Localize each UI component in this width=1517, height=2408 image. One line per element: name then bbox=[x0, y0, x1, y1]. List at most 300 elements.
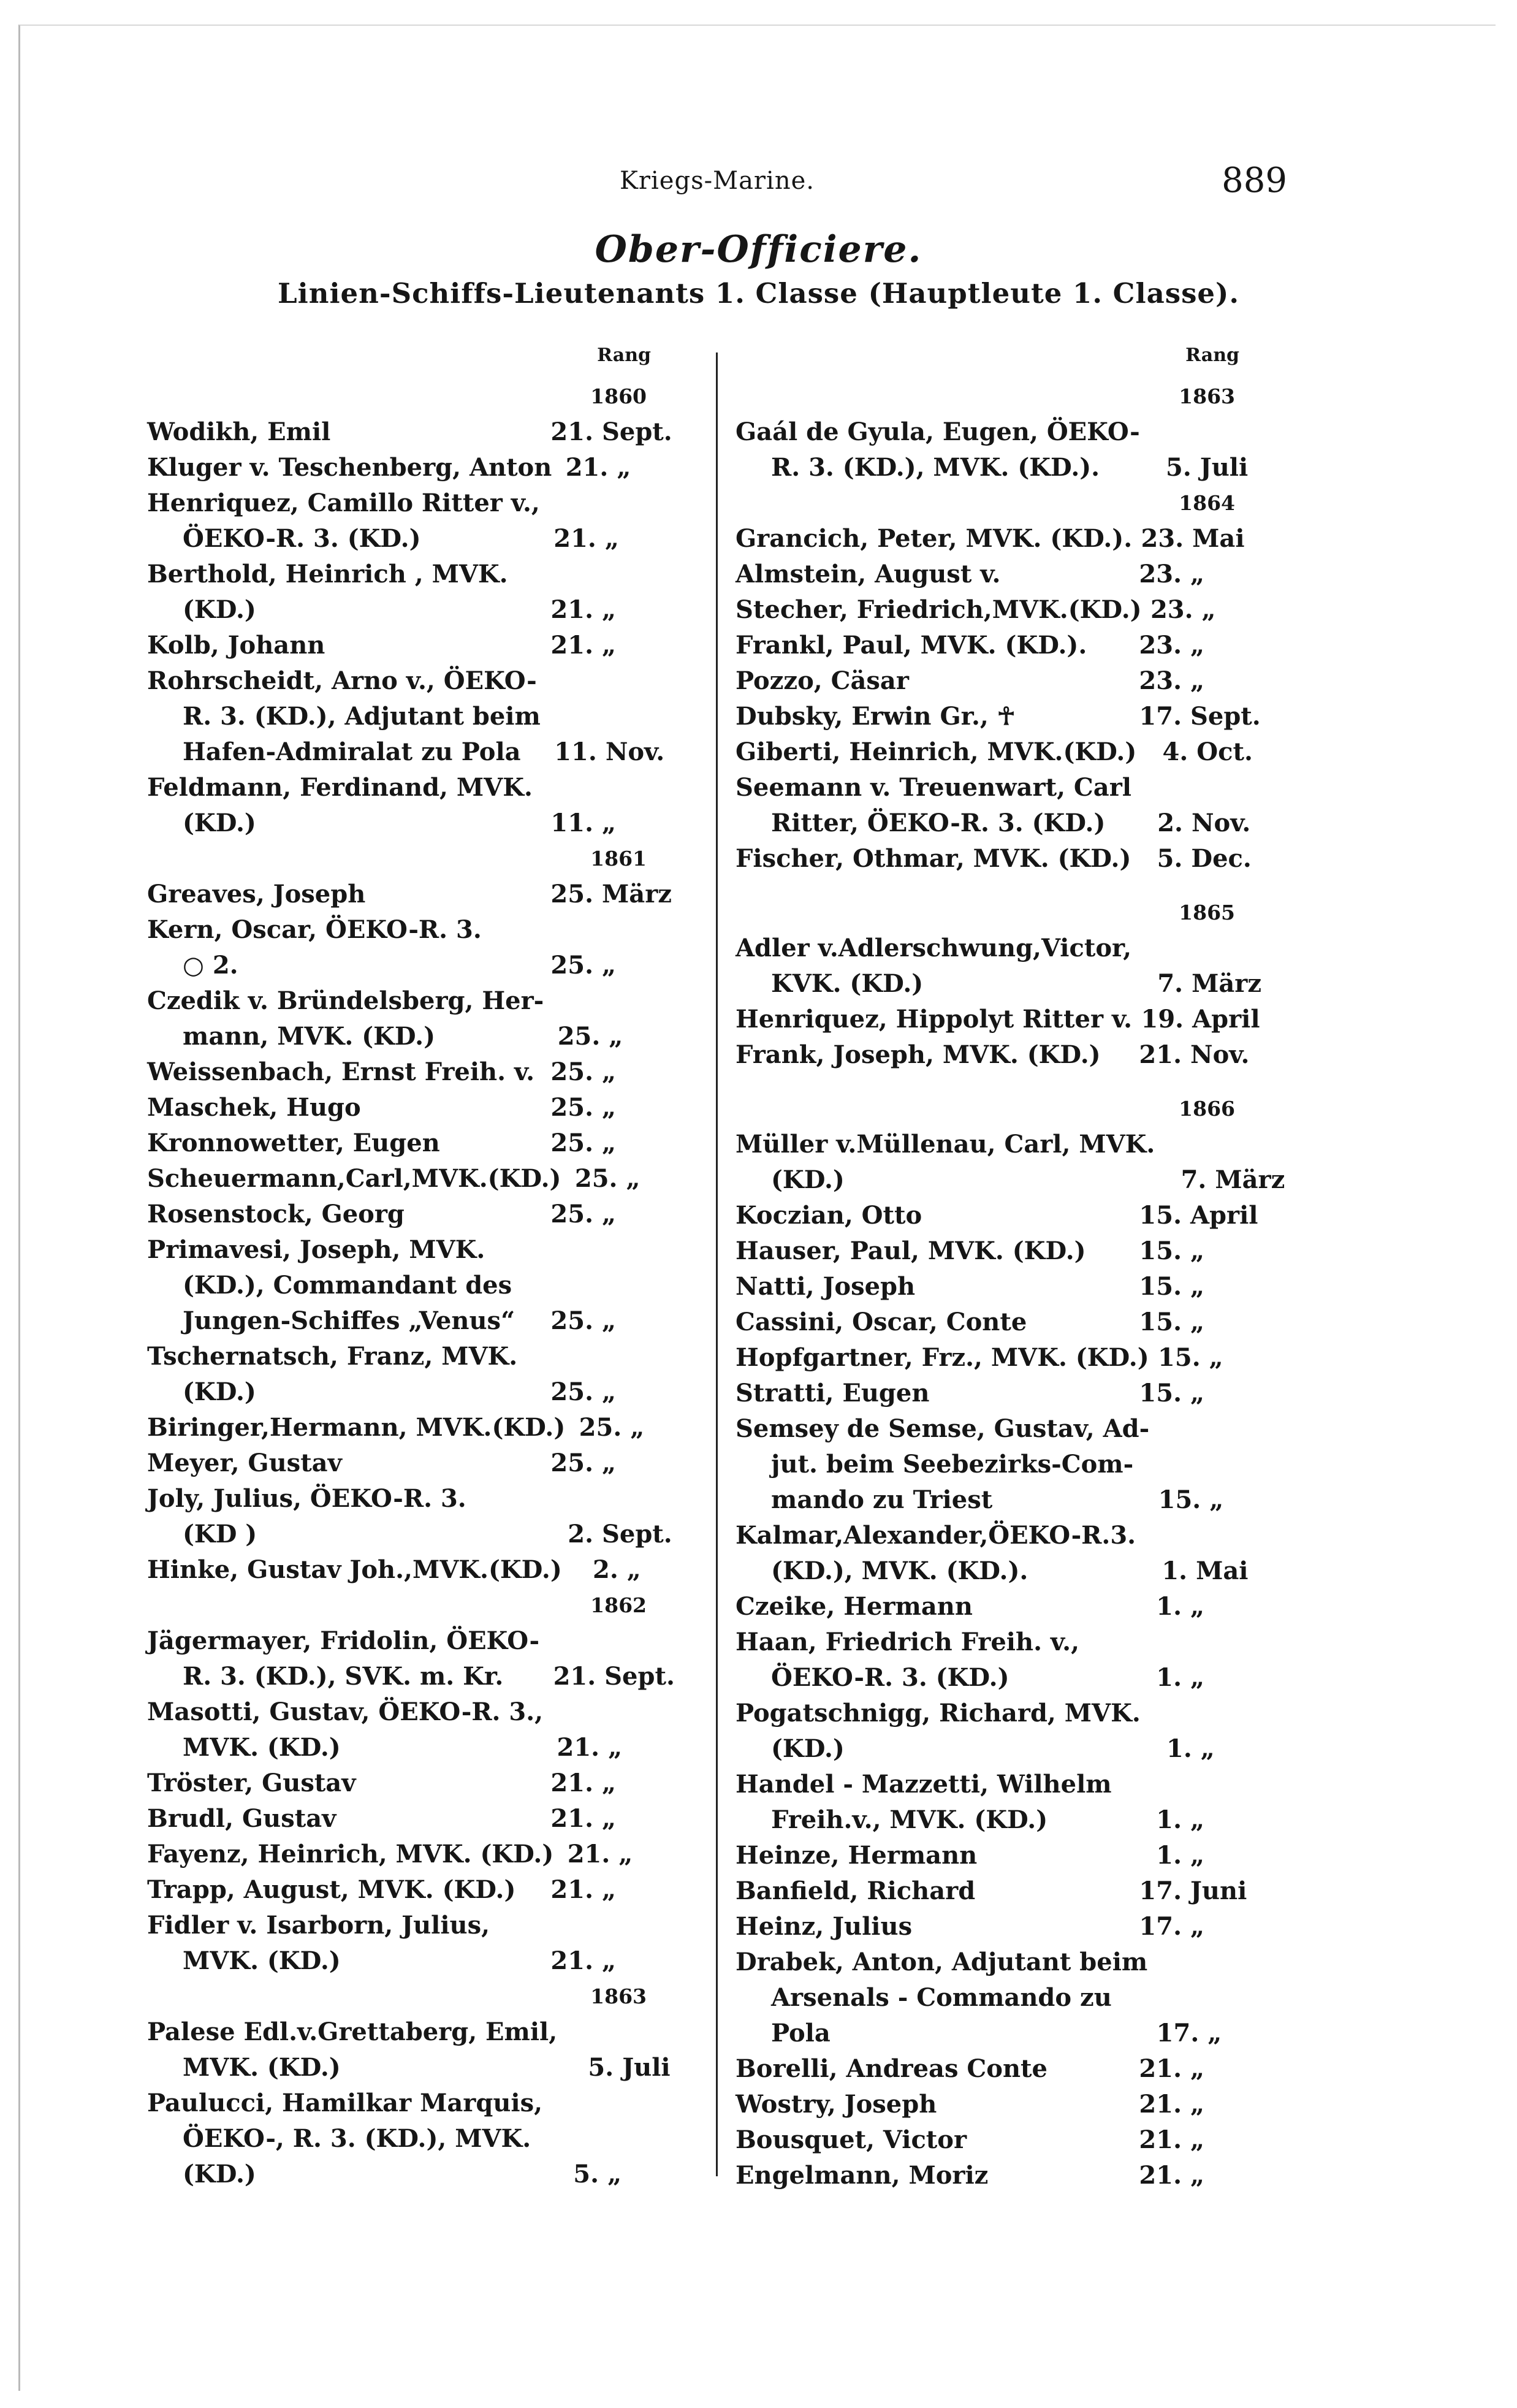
rank-day: 21. bbox=[550, 631, 593, 660]
officer-name bbox=[147, 1126, 537, 1161]
rank-month: „ bbox=[1207, 2019, 1222, 2048]
rank-month: „ bbox=[1190, 631, 1205, 660]
rank-month: „ bbox=[630, 1413, 645, 1442]
name-line: Feldmann, Ferdinand, MVK. bbox=[147, 773, 533, 802]
rank-month: Sept. bbox=[602, 1520, 672, 1549]
officer-name bbox=[736, 1411, 1149, 1518]
officer-entry bbox=[736, 1838, 1269, 1873]
officer-entry bbox=[736, 1376, 1269, 1411]
rank-day: 2. bbox=[568, 1520, 593, 1549]
name-line: Greaves, Joseph bbox=[147, 880, 366, 909]
rank-month: „ bbox=[609, 1022, 623, 1051]
rank-month: „ bbox=[626, 1555, 641, 1584]
officer-name bbox=[736, 734, 1136, 770]
officer-name bbox=[736, 557, 1130, 592]
officer-entry bbox=[736, 1625, 1269, 1696]
rank-day: 21. bbox=[1139, 2054, 1182, 2083]
name-line: Weissenbach, Ernst Freih. v. bbox=[147, 1057, 535, 1086]
officer-entry bbox=[736, 1696, 1269, 1767]
year-heading: 1860 bbox=[590, 384, 647, 408]
rank-month: „ bbox=[1190, 1912, 1205, 1941]
officer-entry bbox=[147, 663, 680, 770]
rank-date bbox=[1130, 2051, 1269, 2087]
rank-day: 7. bbox=[1157, 969, 1184, 998]
officer-name bbox=[147, 663, 541, 770]
officer-entry bbox=[736, 1873, 1269, 1909]
officer-name bbox=[736, 1589, 1130, 1625]
rank-date bbox=[1130, 1198, 1269, 1233]
officer-name bbox=[147, 1766, 537, 1801]
name-line: Rohrscheidt, Arno v., ÖEKO- bbox=[147, 666, 537, 695]
officer-name bbox=[736, 1376, 1130, 1411]
officer-entry bbox=[736, 663, 1269, 699]
section-title: Ober-Officiere. bbox=[595, 228, 922, 271]
officer-entry bbox=[736, 1518, 1269, 1589]
officer-name bbox=[736, 841, 1131, 877]
rank-day: 21. bbox=[550, 1804, 593, 1833]
name-line: Tschernatsch, Franz, MVK. bbox=[147, 1342, 518, 1371]
name-continuation-line: Arsenals - Commando zu bbox=[771, 1983, 1112, 2012]
name-line: Czedik v. Bründelsberg, Her- bbox=[147, 986, 544, 1015]
name-line: Joly, Julius, ÖEKO-R. 3. bbox=[147, 1484, 466, 1513]
officer-entry bbox=[147, 1694, 680, 1766]
officer-entry bbox=[147, 1126, 680, 1161]
officer-name bbox=[147, 1197, 537, 1232]
officer-entry bbox=[736, 592, 1269, 628]
name-continuation-line: R. 3. (KD.), SVK. m. Kr. bbox=[183, 1662, 504, 1691]
rank-day: 25. bbox=[550, 1057, 593, 1086]
officer-name bbox=[147, 1801, 537, 1837]
officer-name bbox=[736, 699, 1130, 734]
rank-month: „ bbox=[602, 1057, 617, 1086]
rank-date bbox=[537, 1374, 680, 1410]
rank-day: 21. bbox=[553, 524, 596, 553]
officer-entry bbox=[147, 2014, 680, 2086]
officer-entry bbox=[736, 1127, 1285, 1198]
name-continuation-line: Hafen-Admiralat zu Pola bbox=[183, 737, 521, 766]
officer-entry bbox=[147, 486, 680, 557]
officer-name bbox=[736, 1305, 1130, 1340]
name-line: Kern, Oscar, ÖEKO-R. 3. bbox=[147, 915, 482, 944]
rank-date bbox=[542, 2157, 686, 2192]
officer-entry bbox=[736, 557, 1269, 592]
rank-month: April bbox=[1190, 1201, 1258, 1230]
rank-month: „ bbox=[607, 2160, 622, 2189]
name-continuation-line: ÖEKO-R. 3. (KD.) bbox=[771, 1663, 1009, 1692]
rank-month: Mai bbox=[1192, 524, 1245, 553]
rank-month: „ bbox=[1190, 2161, 1205, 2190]
officer-entry bbox=[736, 1945, 1269, 2051]
rank-month: „ bbox=[617, 453, 631, 482]
rank-day: 25. bbox=[557, 1022, 601, 1051]
rank-day: 21. bbox=[1139, 2161, 1182, 2190]
rank-month: „ bbox=[1190, 1663, 1205, 1692]
officer-entry bbox=[736, 2158, 1269, 2193]
officer-entry bbox=[736, 1198, 1269, 1233]
name-line: Pogatschnigg, Richard, MVK. bbox=[736, 1699, 1141, 1728]
right-entry-list bbox=[736, 379, 1285, 2193]
rank-month: Nov. bbox=[605, 737, 665, 766]
rank-day: 5. bbox=[1157, 844, 1183, 873]
officer-name bbox=[147, 628, 537, 663]
name-line: Hopfgartner, Frz., MVK. (KD.) bbox=[736, 1343, 1149, 1372]
officer-entry bbox=[147, 770, 680, 841]
rank-day: 21. bbox=[565, 453, 609, 482]
rank-date bbox=[1130, 699, 1269, 734]
officer-entry bbox=[736, 1340, 1269, 1376]
rank-day: 23. bbox=[1141, 524, 1184, 553]
rank-date bbox=[1132, 521, 1271, 557]
name-continuation-line: (KD.) bbox=[183, 809, 256, 837]
name-continuation-line: (KD.) bbox=[183, 1377, 256, 1406]
name-line: Rosenstock, Georg bbox=[147, 1200, 405, 1229]
officer-name bbox=[147, 1232, 537, 1339]
rank-month: April bbox=[1192, 1005, 1260, 1034]
officer-name bbox=[736, 770, 1131, 841]
rank-day: 25. bbox=[579, 1413, 622, 1442]
rank-date bbox=[537, 1872, 680, 1908]
officer-name bbox=[736, 2087, 1130, 2122]
officer-entry bbox=[147, 1410, 680, 1446]
name-line: Paulucci, Hamilkar Marquis, bbox=[147, 2089, 543, 2117]
name-line: Kolb, Johann bbox=[147, 631, 325, 660]
right-column-header bbox=[736, 343, 1269, 379]
rank-month: „ bbox=[1201, 595, 1216, 624]
officer-name bbox=[147, 2086, 542, 2192]
officer-entry bbox=[736, 1233, 1269, 1269]
rank-month: März bbox=[1192, 969, 1262, 998]
officer-name bbox=[736, 1340, 1149, 1376]
rank-label: Rang bbox=[1185, 345, 1239, 366]
officer-name bbox=[147, 414, 537, 450]
rank-month: Juli bbox=[1200, 453, 1249, 482]
name-continuation-line: (KD.), MVK. (KD.). bbox=[771, 1556, 1028, 1585]
rank-day: 17. bbox=[1156, 2019, 1200, 2048]
officer-entry bbox=[736, 1589, 1269, 1625]
name-continuation-line: (KD.) bbox=[771, 1734, 845, 1763]
name-line: Drabek, Anton, Adjutant beim bbox=[736, 1948, 1148, 1976]
rank-day: 15. bbox=[1158, 1485, 1201, 1514]
year-heading: 1865 bbox=[1179, 901, 1235, 924]
rank-date bbox=[1130, 628, 1269, 663]
year-heading: 1862 bbox=[590, 1593, 647, 1617]
name-line: Henriquez, Camillo Ritter v., bbox=[147, 489, 540, 517]
officer-entry bbox=[147, 1339, 680, 1410]
rank-date bbox=[552, 450, 695, 486]
rank-day: 7. bbox=[1181, 1165, 1207, 1194]
name-line: Kronnowetter, Eugen bbox=[147, 1129, 440, 1157]
name-line: Trapp, August, MVK. (KD.) bbox=[147, 1875, 516, 1904]
left-entry-list bbox=[147, 379, 680, 2192]
column-divider bbox=[716, 352, 718, 2176]
officer-name bbox=[736, 1909, 1130, 1945]
name-line: Cassini, Oscar, Conte bbox=[736, 1308, 1027, 1336]
name-line: Adler v.Adlerschwung,Victor, bbox=[736, 934, 1132, 962]
officer-name bbox=[147, 1054, 537, 1090]
name-continuation-line: (KD.), Commandant des bbox=[183, 1271, 512, 1300]
officer-entry bbox=[736, 841, 1269, 877]
officer-name bbox=[736, 1873, 1130, 1909]
name-continuation-line: MVK. (KD.) bbox=[183, 1733, 341, 1762]
rank-day: 11. bbox=[554, 737, 597, 766]
officer-name bbox=[147, 983, 544, 1054]
rank-day: 25. bbox=[550, 951, 593, 980]
officer-entry bbox=[147, 1766, 680, 1801]
name-line: Wodikh, Emil bbox=[147, 417, 331, 446]
officer-entry bbox=[736, 1305, 1269, 1340]
name-line: Hauser, Paul, MVK. (KD.) bbox=[736, 1236, 1086, 1265]
year-heading: 1863 bbox=[1179, 384, 1235, 408]
officer-name bbox=[147, 1872, 537, 1908]
officer-name bbox=[736, 628, 1130, 663]
rank-day: 21. bbox=[550, 1769, 593, 1797]
officer-entry bbox=[736, 2087, 1269, 2122]
rank-date bbox=[1130, 1589, 1269, 1625]
rank-month: „ bbox=[1190, 1236, 1205, 1265]
name-continuation-line: Ritter, ÖEKO-R. 3. (KD.) bbox=[771, 809, 1106, 837]
rank-month: Sept. bbox=[1190, 702, 1261, 731]
officer-entry bbox=[736, 628, 1269, 663]
name-line: Meyer, Gustav bbox=[147, 1449, 342, 1477]
rank-date bbox=[537, 1197, 680, 1232]
officer-name bbox=[147, 1552, 562, 1588]
rank-date bbox=[537, 1943, 680, 1979]
officer-entry bbox=[147, 1801, 680, 1837]
name-line: Heinze, Hermann bbox=[736, 1841, 978, 1870]
rank-day: 23. bbox=[1139, 631, 1182, 660]
rank-date bbox=[537, 592, 680, 628]
year-heading: 1861 bbox=[590, 847, 647, 871]
rank-month: Nov. bbox=[1191, 809, 1251, 837]
name-line: Czeike, Hermann bbox=[736, 1592, 973, 1621]
officer-name bbox=[736, 521, 1132, 557]
rank-date bbox=[1131, 966, 1270, 1002]
officer-entry bbox=[736, 1269, 1269, 1305]
officer-name bbox=[736, 1838, 1130, 1873]
rank-day: 17. bbox=[1139, 702, 1182, 731]
officer-name bbox=[736, 1767, 1130, 1838]
right-column bbox=[736, 343, 1285, 2193]
rank-day: 25. bbox=[550, 1377, 593, 1406]
rank-date bbox=[537, 1517, 680, 1552]
officer-name bbox=[736, 1269, 1130, 1305]
rank-month: „ bbox=[602, 1946, 617, 1975]
name-line: Brudl, Gustav bbox=[147, 1804, 336, 1833]
rank-day: 4. bbox=[1162, 737, 1188, 766]
rank-day: 2. bbox=[593, 1555, 618, 1584]
officer-name bbox=[736, 1518, 1136, 1589]
rank-month: Sept. bbox=[602, 417, 672, 446]
officer-name bbox=[736, 1696, 1141, 1767]
rank-day: 1. bbox=[1156, 1805, 1182, 1834]
officer-name bbox=[736, 1127, 1155, 1198]
officer-name bbox=[147, 1410, 565, 1446]
officer-name bbox=[736, 2158, 1130, 2193]
name-line: Wostry, Joseph bbox=[736, 2090, 937, 2119]
rank-date bbox=[537, 1801, 680, 1837]
name-continuation-line: Jungen-Schiffes „Venus“ bbox=[183, 1306, 515, 1335]
rank-date bbox=[537, 1303, 680, 1339]
rank-month: „ bbox=[1209, 1485, 1224, 1514]
rank-date bbox=[1130, 1037, 1269, 1073]
officer-entry bbox=[147, 1446, 680, 1481]
rank-date bbox=[1130, 557, 1269, 592]
rank-month: „ bbox=[1190, 1805, 1205, 1834]
running-title: Kriegs-Marine. bbox=[620, 167, 815, 195]
rank-date bbox=[553, 1837, 697, 1872]
officer-entry bbox=[147, 450, 680, 486]
officer-name bbox=[147, 1908, 537, 1979]
name-line: Maschek, Hugo bbox=[147, 1093, 361, 1122]
rank-month: „ bbox=[1200, 1734, 1215, 1763]
name-line: Engelmann, Moriz bbox=[736, 2161, 989, 2190]
officer-name bbox=[147, 557, 537, 628]
rank-day: 21. bbox=[550, 417, 593, 446]
officer-name bbox=[736, 1037, 1130, 1073]
officer-name bbox=[147, 1161, 561, 1197]
rank-day: 23. bbox=[1139, 560, 1182, 589]
rank-date bbox=[537, 414, 680, 450]
rank-month: „ bbox=[1190, 1841, 1205, 1870]
name-continuation-line: (KD.) bbox=[771, 1165, 845, 1194]
rank-month: „ bbox=[602, 1449, 617, 1477]
rank-month: „ bbox=[602, 1769, 617, 1797]
name-line: Seemann v. Treuenwart, Carl bbox=[736, 773, 1131, 802]
officer-entry bbox=[736, 2051, 1269, 2087]
rank-date bbox=[1130, 1305, 1269, 1340]
officer-entry bbox=[736, 2122, 1269, 2158]
officer-entry bbox=[736, 734, 1269, 770]
name-continuation-line: R. 3. (KD.), Adjutant beim bbox=[183, 702, 541, 731]
rank-day: 2. bbox=[1157, 809, 1183, 837]
rank-date bbox=[1155, 1162, 1293, 1198]
rank-date bbox=[1131, 806, 1270, 841]
name-line: Banfield, Richard bbox=[736, 1876, 976, 1905]
officer-name bbox=[736, 1625, 1130, 1696]
rank-month: „ bbox=[1209, 1343, 1223, 1372]
name-line: Müller v.Müllenau, Carl, MVK. bbox=[736, 1130, 1155, 1159]
rank-day: 25. bbox=[550, 1200, 593, 1229]
name-line: Grancich, Peter, MVK. (KD.). bbox=[736, 524, 1133, 553]
left-column-header bbox=[147, 343, 680, 379]
name-continuation-line: ÖEKO-, R. 3. (KD.), MVK. bbox=[183, 2124, 531, 2153]
name-line: Tröster, Gustav bbox=[147, 1769, 356, 1797]
rank-day: 1. bbox=[1156, 1663, 1182, 1692]
officer-name bbox=[736, 1233, 1130, 1269]
rank-day: 25. bbox=[550, 1449, 593, 1477]
rank-month: „ bbox=[602, 1306, 617, 1335]
name-continuation-line: MVK. (KD.) bbox=[183, 2053, 341, 2082]
left-column bbox=[147, 343, 680, 2192]
officer-entry bbox=[147, 877, 680, 912]
rank-date bbox=[1141, 1731, 1279, 1767]
rank-month: „ bbox=[602, 595, 617, 624]
officer-name bbox=[147, 877, 537, 912]
rank-month: „ bbox=[602, 951, 617, 980]
officer-entry bbox=[147, 1908, 680, 1979]
officer-name bbox=[736, 931, 1131, 1002]
rank-day: 21. bbox=[553, 1662, 596, 1691]
rank-date bbox=[1136, 734, 1275, 770]
rank-date bbox=[537, 628, 680, 663]
officer-entry bbox=[147, 1837, 680, 1872]
name-line: Handel - Mazzetti, Wilhelm bbox=[736, 1770, 1112, 1799]
rank-date bbox=[537, 806, 680, 841]
name-line: Stecher, Friedrich,MVK.(KD.) bbox=[736, 595, 1142, 624]
name-line: Jägermayer, Fridolin, ÖEKO- bbox=[147, 1626, 540, 1655]
officer-name bbox=[736, 592, 1142, 628]
name-line: Primavesi, Joseph, MVK. bbox=[147, 1235, 485, 1264]
rank-day: 1. bbox=[1166, 1734, 1192, 1763]
rank-date bbox=[1130, 1909, 1269, 1945]
rank-date bbox=[537, 1054, 680, 1090]
rank-day: 11. bbox=[550, 809, 593, 837]
page-number: 889 bbox=[1222, 161, 1287, 200]
name-continuation-line: mann, MVK. (KD.) bbox=[183, 1022, 435, 1051]
name-continuation-line: Pola bbox=[771, 2019, 831, 2048]
rank-day: 15. bbox=[1139, 1308, 1182, 1336]
officer-entry bbox=[736, 1002, 1269, 1037]
rank-month: „ bbox=[1190, 2090, 1205, 2119]
rank-month: Dec. bbox=[1191, 844, 1252, 873]
rank-month: „ bbox=[602, 809, 617, 837]
rank-date bbox=[562, 1552, 705, 1588]
rank-date bbox=[1130, 2087, 1269, 2122]
rank-day: 21. bbox=[567, 1840, 610, 1869]
officer-entry bbox=[147, 1552, 680, 1588]
rank-date bbox=[1149, 1340, 1288, 1376]
rank-month: „ bbox=[602, 631, 617, 660]
rank-date bbox=[1149, 1482, 1288, 1518]
officer-entry bbox=[736, 1767, 1269, 1838]
officer-entry bbox=[147, 912, 680, 983]
rank-day: 5. bbox=[573, 2160, 599, 2189]
name-line: Semsey de Semse, Gustav, Ad- bbox=[736, 1414, 1150, 1443]
officer-name bbox=[147, 1446, 537, 1481]
rank-day: 15. bbox=[1139, 1272, 1182, 1301]
rank-month: „ bbox=[602, 1804, 617, 1833]
name-line: Gaál de Gyula, Eugen, ÖEKO- bbox=[736, 417, 1140, 446]
rank-month: Nov. bbox=[1190, 1040, 1250, 1069]
rank-month: Oct. bbox=[1196, 737, 1253, 766]
rank-day: 5. bbox=[1166, 453, 1192, 482]
rank-date bbox=[1142, 592, 1280, 628]
rank-date bbox=[1132, 1002, 1271, 1037]
name-line: Masotti, Gustav, ÖEKO-R. 3., bbox=[147, 1697, 544, 1726]
name-line: Fayenz, Heinrich, MVK. (KD.) bbox=[147, 1840, 554, 1869]
officer-entry bbox=[147, 1161, 680, 1197]
rank-date bbox=[537, 1446, 680, 1481]
rank-day: 17. bbox=[1139, 1876, 1182, 1905]
rank-date bbox=[1130, 1838, 1269, 1873]
name-line: Palese Edl.v.Grettaberg, Emil, bbox=[147, 2017, 558, 2046]
year-heading: 1866 bbox=[1179, 1097, 1235, 1121]
name-continuation-line: Freih.v., MVK. (KD.) bbox=[771, 1805, 1048, 1834]
rank-day: 21. bbox=[1139, 2090, 1182, 2119]
rank-date bbox=[1147, 2016, 1286, 2051]
rank-day: 25. bbox=[550, 1129, 593, 1157]
rank-month: März bbox=[1215, 1165, 1285, 1194]
rank-month: Mai bbox=[1196, 1556, 1249, 1585]
officer-name bbox=[147, 912, 537, 983]
rank-date bbox=[537, 1766, 680, 1801]
officer-name bbox=[147, 1090, 537, 1126]
rank-month: Sept. bbox=[604, 1662, 675, 1691]
name-line: Biringer,Hermann, MVK.(KD.) bbox=[147, 1413, 566, 1442]
officer-entry bbox=[147, 628, 680, 663]
rank-month: „ bbox=[1190, 1308, 1205, 1336]
name-continuation-line: mando zu Triest bbox=[771, 1485, 993, 1514]
